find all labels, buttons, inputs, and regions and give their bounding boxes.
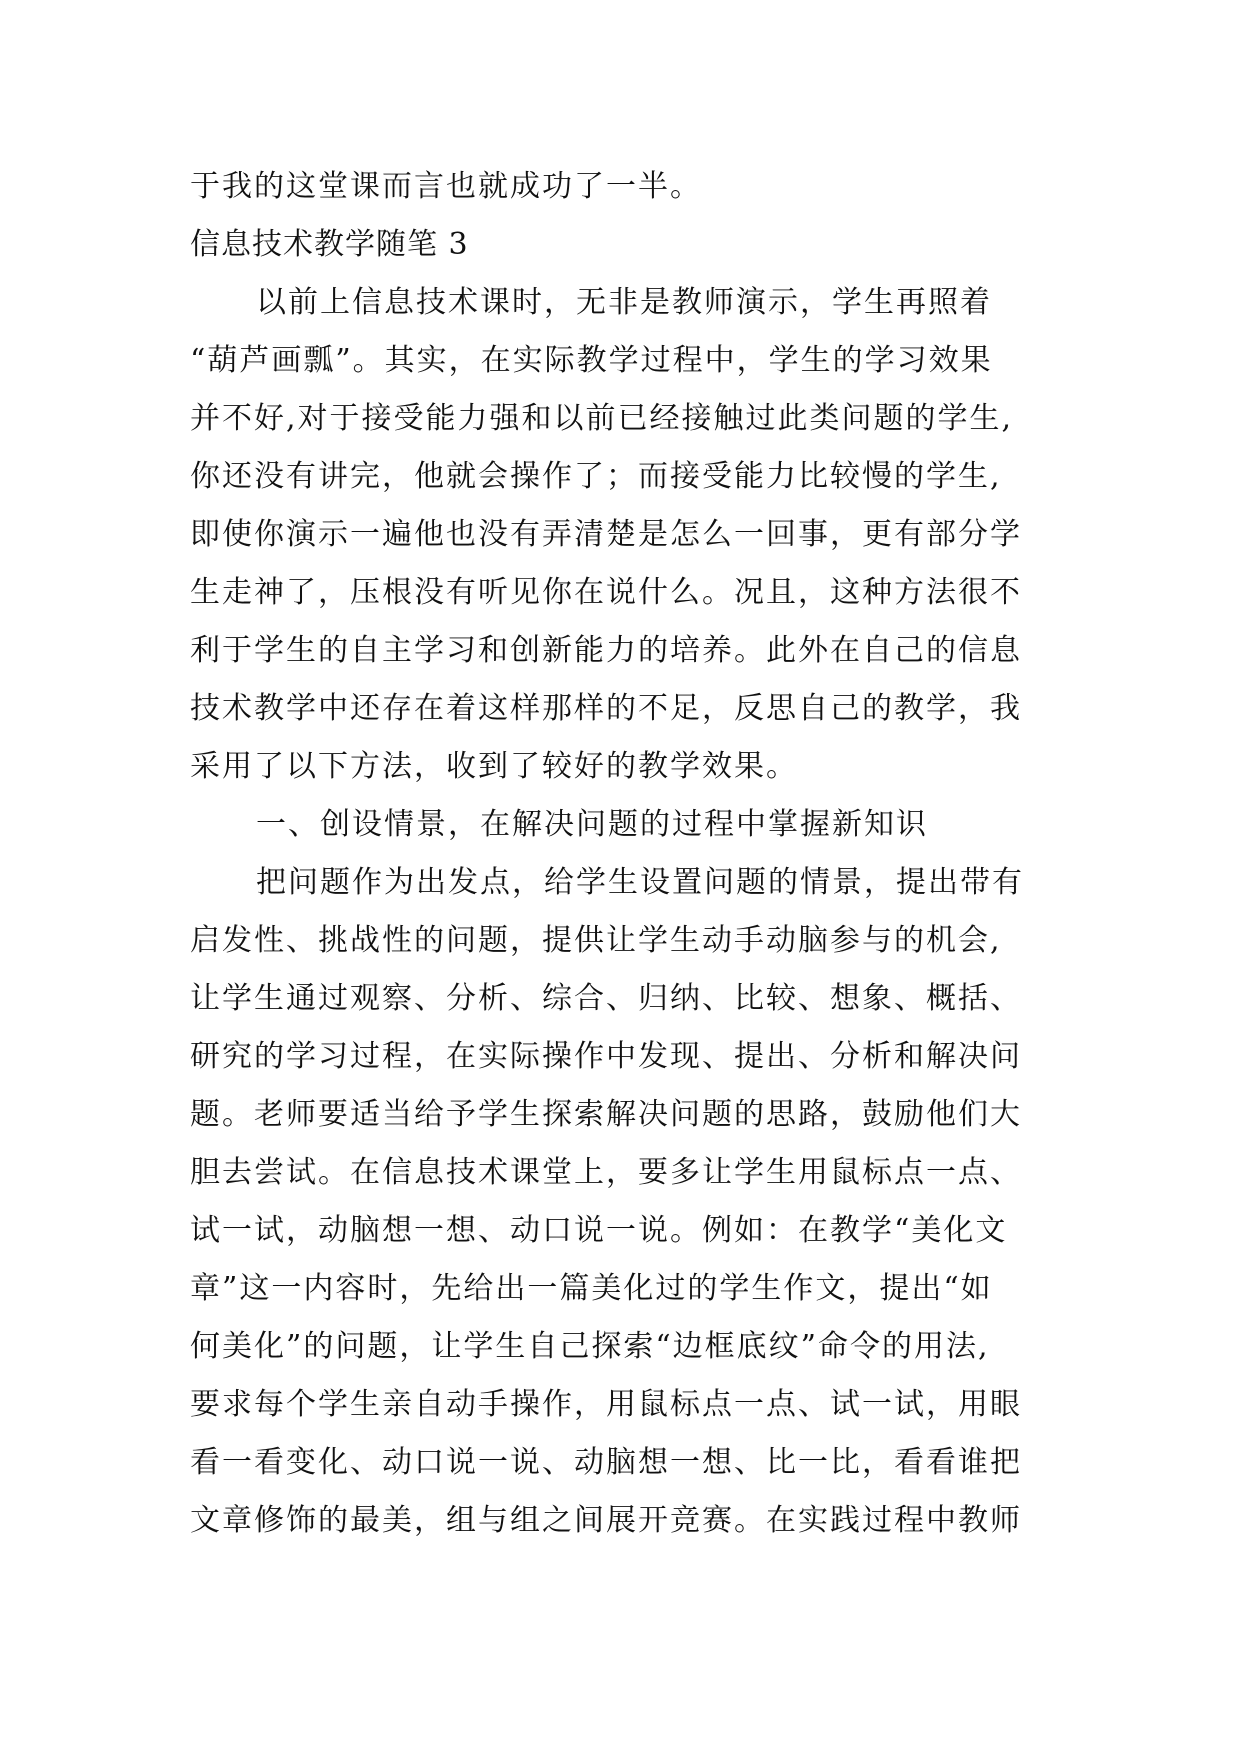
body-line: 试一试，动脑想一想、动口说一说。例如：在教学“美化文 xyxy=(190,1213,1008,1248)
body-line: 并不好,对于接受能力强和以前已经接触过此类问题的学生, xyxy=(190,401,1014,436)
body-line: 让学生通过观察、分析、综合、归纳、比较、想象、概括、 xyxy=(190,981,1022,1016)
body-line: “葫芦画瓢”。其实，在实际教学过程中，学生的学习效果 xyxy=(190,343,993,378)
paragraph-first-line: 把问题作为出发点，给学生设置问题的情景，提出带有 xyxy=(256,865,1024,900)
body-line: 采用了以下方法，收到了较好的教学效果。 xyxy=(190,749,798,784)
body-line: 章”这一内容时，先给出一篇美化过的学生作文，提出“如 xyxy=(190,1271,993,1306)
subsection-heading: 一、创设情景，在解决问题的过程中掌握新知识 xyxy=(256,807,928,842)
body-line: 文章修饰的最美，组与组之间展开竞赛。在实践过程中教师 xyxy=(190,1503,1022,1538)
body-line: 技术教学中还存在着这样那样的不足，反思自己的教学，我 xyxy=(190,691,1022,726)
body-line: 何美化”的问题，让学生自己探索“边框底纹”命令的用法, xyxy=(190,1329,990,1364)
body-line: 研究的学习过程，在实际操作中发现、提出、分析和解决问 xyxy=(190,1039,1022,1074)
body-line: 胆去尝试。在信息技术课堂上，要多让学生用鼠标点一点、 xyxy=(190,1155,1022,1190)
body-line: 生走神了，压根没有听见你在说什么。况且，这种方法很不 xyxy=(190,575,1022,610)
body-line: 要求每个学生亲自动手操作，用鼠标点一点、试一试，用眼 xyxy=(190,1387,1022,1422)
body-line: 于我的这堂课而言也就成功了一半。 xyxy=(190,169,702,204)
section-title: 信息技术教学随笔 3 xyxy=(190,227,469,262)
body-line: 即使你演示一遍他也没有弄清楚是怎么一回事，更有部分学 xyxy=(190,517,1022,552)
paragraph-first-line: 以前上信息技术课时，无非是教师演示，学生再照着 xyxy=(256,285,992,320)
body-line: 你还没有讲完，他就会操作了；而接受能力比较慢的学生, xyxy=(190,459,1002,494)
body-line: 利于学生的自主学习和创新能力的培养。此外在自己的信息 xyxy=(190,633,1022,668)
document-body xyxy=(190,158,1050,1550)
body-line: 题。老师要适当给予学生探索解决问题的思路，鼓励他们大 xyxy=(190,1097,1022,1132)
body-line: 启发性、挑战性的问题，提供让学生动手动脑参与的机会, xyxy=(190,923,1002,958)
body-line: 看一看变化、动口说一说、动脑想一想、比一比，看看谁把 xyxy=(190,1445,1022,1480)
